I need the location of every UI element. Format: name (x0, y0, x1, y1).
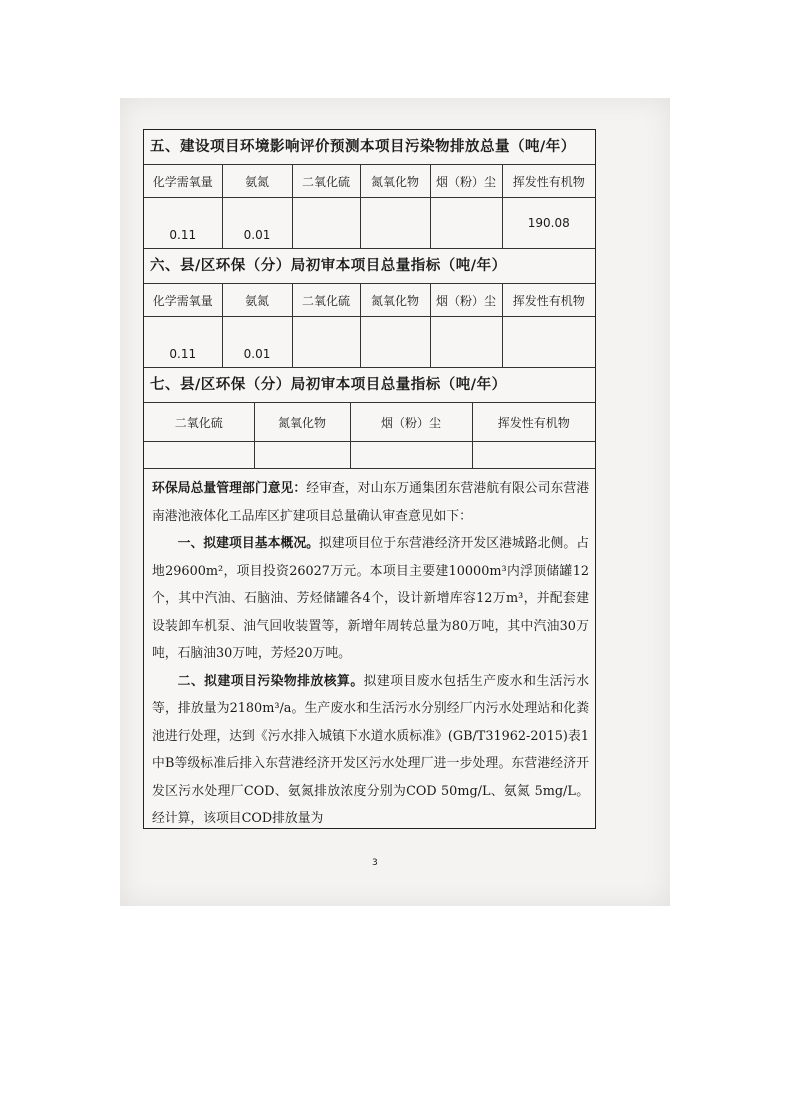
header-cell: 氨氮 (222, 165, 292, 198)
section6-header-row (144, 284, 595, 317)
p2-heading: 二、拟建项目污染物排放核算。 (177, 673, 364, 689)
value-cell (360, 198, 430, 249)
value-cell: 190.08 (502, 198, 595, 249)
header-cell: 化学需氧量 (144, 165, 222, 198)
section6-value-row (144, 317, 595, 368)
review-opinion (144, 469, 595, 829)
value-cell: 0.01 (222, 317, 292, 368)
header-cell: 二氧化硫 (144, 403, 254, 442)
section7-header-row (144, 403, 595, 442)
section5-table (144, 165, 595, 249)
value-cell (502, 317, 595, 368)
header-cell: 二氧化硫 (292, 284, 360, 317)
value-cell (430, 198, 502, 249)
header-cell: 烟（粉）尘 (350, 403, 472, 442)
page-number: 3 (372, 858, 378, 868)
header-cell: 氨氮 (222, 284, 292, 317)
section6-table (144, 284, 595, 368)
form-document (143, 129, 596, 829)
value-cell (430, 317, 502, 368)
value-cell: 0.01 (222, 198, 292, 249)
value-cell: 0.11 (144, 317, 222, 368)
header-cell: 氮氧化物 (360, 284, 430, 317)
section5-title: 五、建设项目环境影响评价预测本项目污染物排放总量（吨/年） (144, 130, 595, 165)
header-cell: 挥发性有机物 (502, 284, 595, 317)
header-cell: 氮氧化物 (254, 403, 350, 442)
value-cell: 0.11 (144, 198, 222, 249)
section5-value-row (144, 198, 595, 249)
section5-header-row (144, 165, 595, 198)
opinion-intro: 经审查，对山东万通集团东营港航有限公司东营港南港池液体化工品库区扩建项目总量确认审查意见如下： (152, 481, 590, 524)
section7-title: 七、县/区环保（分）局初审本项目总量指标（吨/年） (144, 368, 595, 403)
p1-heading: 一、拟建项目基本概况。 (177, 536, 320, 551)
value-cell (360, 317, 430, 368)
value-cell (292, 317, 360, 368)
header-cell: 二氧化硫 (292, 165, 360, 198)
section6-title: 六、县/区环保（分）局初审本项目总量指标（吨/年） (144, 249, 595, 284)
p1-text: 拟建项目位于东营港经济开发区港城路北侧。占地29600m²，项目投资26027万元。本项目主要建10000m³内浮顶储罐12个，其中汽油、石脑油、芳烃储罐各4个，设计新增库容12万m³，并配套建设装卸车机泵、油气回收装置等，新增年周转总量为80万吨，其中汽油30万吨，石脑油30万吨，芳烃20万吨。 (152, 536, 590, 661)
p2-text: 拟建项目废水包括生产废水和生活污水等，排放量为2180m³/a。生产废水和生活污水分别经厂内污水处理站和化粪池进行处理，达到《污水排入城镇下水道水质标准》(GB/T31962-2015)表1中B等级标准后排入东营港经济开发区污水处理厂进一步处理。东营港经济开发区污水处理厂COD、氨氮排放浓度分别为COD 50mg/L、氨氮 5mg/L。经计算，该项目COD排放量为 (152, 673, 590, 826)
header-cell: 氮氧化物 (360, 165, 430, 198)
value-cell (472, 442, 595, 469)
section7-table (144, 403, 595, 469)
header-cell: 挥发性有机物 (472, 403, 595, 442)
header-cell: 挥发性有机物 (502, 165, 595, 198)
value-cell (350, 442, 472, 469)
header-cell: 烟（粉）尘 (430, 284, 502, 317)
section7-value-row (144, 442, 595, 469)
value-cell (144, 442, 254, 469)
opinion-lead: 环保局总量管理部门意见： (152, 481, 307, 496)
value-cell (292, 198, 360, 249)
header-cell: 烟（粉）尘 (430, 165, 502, 198)
value-cell (254, 442, 350, 469)
header-cell: 化学需氧量 (144, 284, 222, 317)
